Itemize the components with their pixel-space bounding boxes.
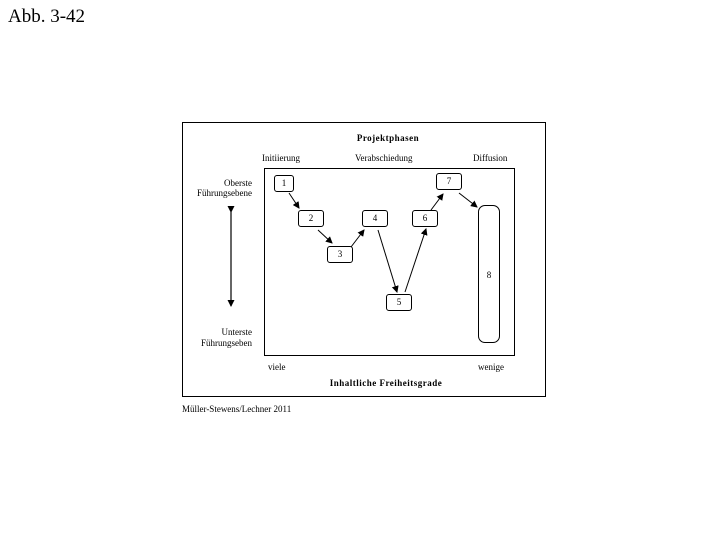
top-level-label-line1: Oberste	[224, 178, 252, 188]
arrow-7-to-8	[459, 193, 477, 207]
step-4: 4	[362, 210, 388, 227]
slide-title: Abb. 3-42	[8, 6, 86, 27]
arrow-2-to-3	[318, 230, 332, 243]
arrow-5-to-6	[405, 229, 426, 292]
step-3: 3	[327, 246, 353, 263]
step-8-label: 8	[486, 270, 492, 280]
step-5: 5	[386, 294, 412, 311]
step-2: 2	[298, 210, 324, 227]
phases-header: Projektphasen	[356, 133, 420, 143]
arrow-6-to-7	[431, 194, 443, 210]
bottom-level-label-line1: Unterste	[221, 327, 252, 337]
axis-label-few: wenige	[478, 362, 504, 372]
phase-diffusion: Diffusion	[473, 153, 508, 163]
step-1: 1	[274, 175, 294, 192]
phase-approval: Verabschiedung	[355, 153, 413, 163]
bottom-level-label-line2: Führungseben	[201, 338, 252, 348]
phase-initiation: Initiierung	[262, 153, 300, 163]
step-6: 6	[412, 210, 438, 227]
arrow-1-to-2	[289, 193, 299, 208]
top-level-label-line2: Führungsebene	[197, 188, 252, 198]
axis-label-many: viele	[268, 362, 286, 372]
axis-title: Inhaltliche Freiheitsgrade	[329, 378, 443, 388]
source-citation: Müller-Stewens/Lechner 2011	[182, 404, 292, 414]
arrow-3-to-4	[351, 230, 364, 247]
step-7: 7	[436, 173, 462, 190]
step-8	[478, 205, 500, 343]
arrow-4-to-5	[378, 230, 397, 292]
